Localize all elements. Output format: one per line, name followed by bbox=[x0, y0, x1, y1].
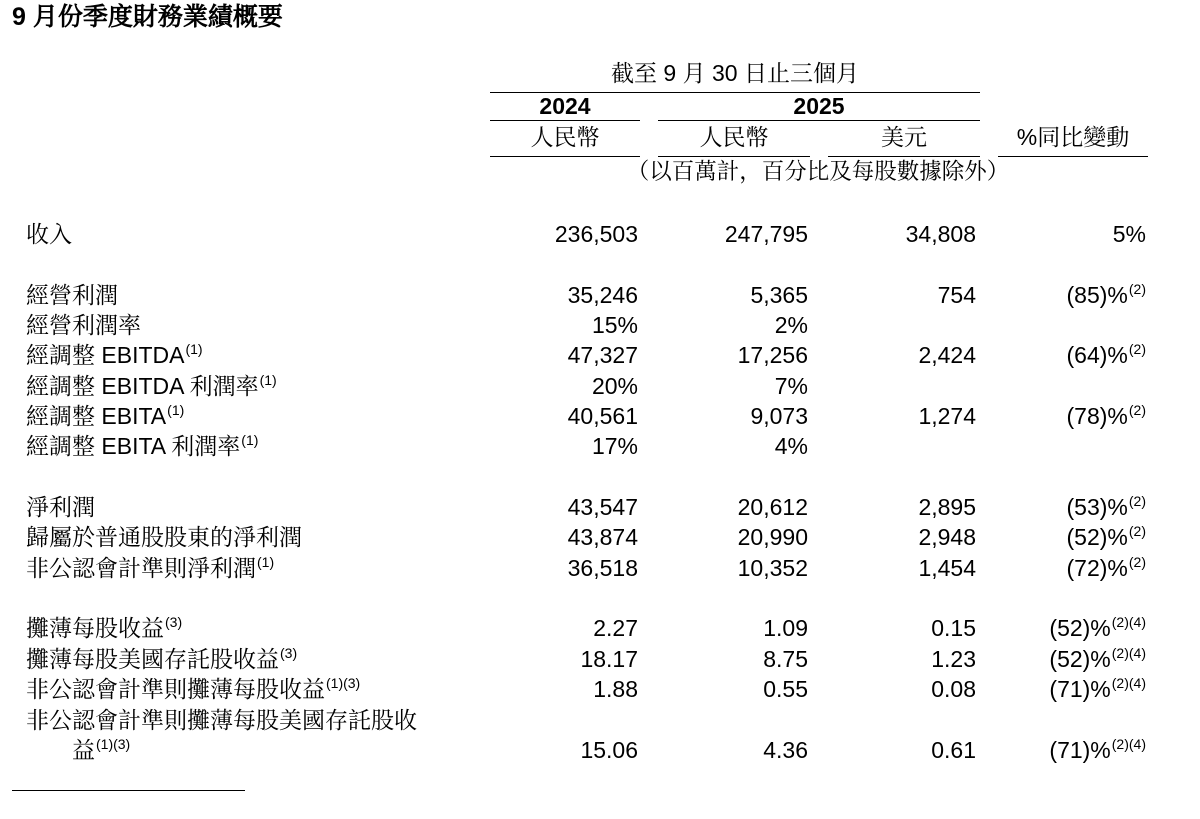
row-label-text: 非公認會計準則淨利潤 bbox=[26, 554, 256, 581]
currency-header-2025-usd: 美元 bbox=[828, 122, 980, 157]
value-2025-rmb: 2% bbox=[774, 312, 808, 339]
footnote-ref: (1)(3) bbox=[326, 675, 361, 692]
row-label bbox=[26, 219, 426, 249]
footnote-ref: (3) bbox=[280, 644, 298, 661]
value-2024-rmb: 20% bbox=[591, 372, 638, 399]
value-yoy-change bbox=[1067, 522, 1146, 552]
row-label bbox=[26, 280, 426, 310]
footnote-ref: (2)(4) bbox=[1111, 735, 1146, 752]
value-2025-rmb: 8.75 bbox=[763, 645, 808, 672]
value-2025-rmb: 7% bbox=[774, 372, 808, 399]
footnote-ref: (2) bbox=[1128, 341, 1146, 358]
value-2024-rmb: 47,327 bbox=[567, 342, 638, 369]
row-label bbox=[26, 522, 426, 552]
row-label-text: 收入 bbox=[26, 221, 72, 247]
row-label bbox=[26, 371, 426, 401]
currency-header-2024-rmb: 人民幣 bbox=[490, 122, 640, 157]
footnote-ref: (1) bbox=[241, 432, 259, 449]
value-2025-rmb: 4.36 bbox=[763, 736, 808, 763]
row-label bbox=[26, 613, 426, 643]
row-label bbox=[26, 401, 426, 431]
row-label bbox=[26, 705, 426, 766]
value-2025-rmb: 20,612 bbox=[737, 494, 808, 521]
table-row bbox=[0, 219, 1200, 249]
value-2025-usd: 1,454 bbox=[918, 554, 976, 581]
footnote-ref: (1)(3) bbox=[96, 735, 131, 752]
table-row bbox=[0, 522, 1200, 552]
yoy-value: (52)% bbox=[1049, 645, 1111, 672]
row-label bbox=[26, 340, 426, 370]
value-2025-rmb: 20,990 bbox=[737, 524, 808, 551]
table-row bbox=[0, 492, 1200, 522]
row-label bbox=[26, 492, 426, 522]
row-label-text: 非公認會計準則攤薄每股收益 bbox=[26, 676, 325, 703]
value-2025-usd: 754 bbox=[937, 281, 976, 308]
footnote-ref: (1) bbox=[259, 371, 277, 388]
row-label-text: 經營利潤 bbox=[26, 281, 118, 308]
footnote-divider bbox=[12, 790, 245, 791]
table-row bbox=[0, 705, 1200, 766]
value-2025-usd: 0.08 bbox=[931, 676, 976, 703]
value-2024-rmb: 15% bbox=[591, 312, 638, 339]
value-2024-rmb: 236,503 bbox=[554, 221, 638, 247]
footnote-ref: (2) bbox=[1128, 523, 1146, 540]
row-label-text: 經調整 EBITA bbox=[26, 403, 167, 430]
value-2024-rmb: 36,518 bbox=[567, 554, 638, 581]
value-2024-rmb: 35,246 bbox=[567, 281, 638, 308]
value-2025-rmb: 5,365 bbox=[750, 281, 808, 308]
table-row bbox=[0, 644, 1200, 674]
value-yoy-change bbox=[1049, 735, 1146, 765]
value-2024-rmb: 43,547 bbox=[567, 494, 638, 521]
table-row bbox=[0, 401, 1200, 431]
row-label bbox=[26, 310, 426, 340]
value-2025-usd: 1.23 bbox=[931, 645, 976, 672]
value-yoy-change bbox=[1067, 401, 1146, 431]
value-2025-usd: 0.15 bbox=[931, 615, 976, 642]
value-yoy-change bbox=[1049, 613, 1146, 643]
row-label bbox=[26, 553, 426, 583]
row-label bbox=[26, 431, 426, 461]
value-2025-usd: 1,274 bbox=[918, 403, 976, 430]
table-row bbox=[0, 553, 1200, 583]
footnote-ref: (2)(4) bbox=[1111, 644, 1146, 661]
value-2024-rmb: 2.27 bbox=[593, 615, 638, 642]
value-2025-usd: 2,895 bbox=[918, 494, 976, 521]
row-label-text: 經調整 EBITDA 利潤率 bbox=[26, 372, 259, 399]
yoy-value: (78)% bbox=[1066, 403, 1128, 430]
table-row bbox=[0, 280, 1200, 310]
value-yoy-change bbox=[1067, 340, 1146, 370]
value-2025-usd: 2,424 bbox=[918, 342, 976, 369]
row-label-text: 經營利潤率 bbox=[26, 312, 141, 339]
value-yoy-change bbox=[1067, 280, 1146, 310]
row-label-text: 淨利潤 bbox=[26, 494, 95, 521]
document-title: 9 月份季度財務業績概要 bbox=[12, 3, 283, 31]
value-2024-rmb: 15.06 bbox=[580, 736, 638, 763]
table-row bbox=[0, 340, 1200, 370]
table-row bbox=[0, 613, 1200, 643]
period-header: 截至 9 月 30 日止三個月 bbox=[490, 59, 980, 93]
footnote-ref: (1) bbox=[185, 341, 203, 358]
value-yoy-change bbox=[1113, 219, 1146, 249]
value-2025-rmb: 10,352 bbox=[737, 554, 808, 581]
row-label-text: 經調整 EBITDA bbox=[26, 342, 185, 369]
footnote-ref: (2) bbox=[1128, 280, 1146, 297]
value-2025-usd: 2,948 bbox=[918, 524, 976, 551]
unit-note: （以百萬計，百分比及每股數據除外） bbox=[626, 159, 1010, 184]
currency-header-2025-rmb: 人民幣 bbox=[658, 122, 810, 157]
row-group bbox=[0, 280, 1200, 462]
footnote-ref: (2)(4) bbox=[1111, 675, 1146, 692]
footnote-ref: (2) bbox=[1128, 493, 1146, 510]
footnote-ref: (1) bbox=[257, 553, 275, 570]
yoy-value: 5% bbox=[1112, 221, 1146, 247]
value-2025-usd: 34,808 bbox=[905, 221, 976, 247]
value-2025-rmb: 9,073 bbox=[750, 403, 808, 430]
yoy-value: (71)% bbox=[1049, 676, 1111, 703]
value-yoy-change bbox=[1049, 644, 1146, 674]
value-2025-rmb: 1.09 bbox=[763, 615, 808, 642]
table-row bbox=[0, 674, 1200, 704]
row-label bbox=[26, 674, 426, 704]
footnote-ref: (3) bbox=[165, 614, 183, 631]
value-2024-rmb: 18.17 bbox=[580, 645, 638, 672]
value-2024-rmb: 1.88 bbox=[593, 676, 638, 703]
footnote-ref: (2)(4) bbox=[1111, 614, 1146, 631]
row-group bbox=[0, 492, 1200, 583]
row-label-text: 攤薄每股收益 bbox=[26, 615, 164, 642]
year-header-2024: 2024 bbox=[490, 94, 640, 121]
yoy-value: (52)% bbox=[1049, 615, 1111, 642]
row-label-text: 經調整 EBITA 利潤率 bbox=[26, 433, 241, 460]
row-label-text: 攤薄每股美國存託股收益 bbox=[26, 645, 279, 672]
yoy-change-header: %同比變動 bbox=[998, 122, 1148, 157]
row-group bbox=[0, 613, 1200, 765]
table-row bbox=[0, 310, 1200, 340]
year-header-2025: 2025 bbox=[658, 94, 980, 121]
value-2025-usd: 0.61 bbox=[931, 736, 976, 763]
value-yoy-change bbox=[1049, 674, 1146, 704]
value-2025-rmb: 4% bbox=[774, 433, 808, 460]
yoy-value: (72)% bbox=[1066, 554, 1128, 581]
footnote-ref: (2) bbox=[1128, 402, 1146, 419]
row-label-text: 非公認會計準則攤薄每股美國存託股收益 bbox=[26, 706, 417, 763]
table-row bbox=[0, 431, 1200, 461]
yoy-value: (71)% bbox=[1049, 736, 1111, 763]
table-row bbox=[0, 371, 1200, 401]
row-label bbox=[26, 644, 426, 674]
footnote-ref: (2) bbox=[1128, 553, 1146, 570]
value-2024-rmb: 40,561 bbox=[567, 403, 638, 430]
financial-summary-table bbox=[0, 219, 1200, 765]
value-2024-rmb: 43,874 bbox=[567, 524, 638, 551]
yoy-value: (53)% bbox=[1066, 494, 1128, 521]
value-2024-rmb: 17% bbox=[591, 433, 638, 460]
yoy-value: (52)% bbox=[1066, 524, 1128, 551]
value-yoy-change bbox=[1067, 492, 1146, 522]
value-yoy-change bbox=[1067, 553, 1146, 583]
value-2025-rmb: 0.55 bbox=[763, 676, 808, 703]
row-group bbox=[0, 219, 1200, 249]
value-2025-rmb: 17,256 bbox=[737, 342, 808, 369]
row-label-text: 歸屬於普通股股東的淨利潤 bbox=[26, 524, 302, 551]
yoy-value: (64)% bbox=[1066, 342, 1128, 369]
value-2025-rmb: 247,795 bbox=[724, 221, 808, 247]
footnote-ref: (1) bbox=[167, 402, 185, 419]
yoy-value: (85)% bbox=[1066, 281, 1128, 308]
